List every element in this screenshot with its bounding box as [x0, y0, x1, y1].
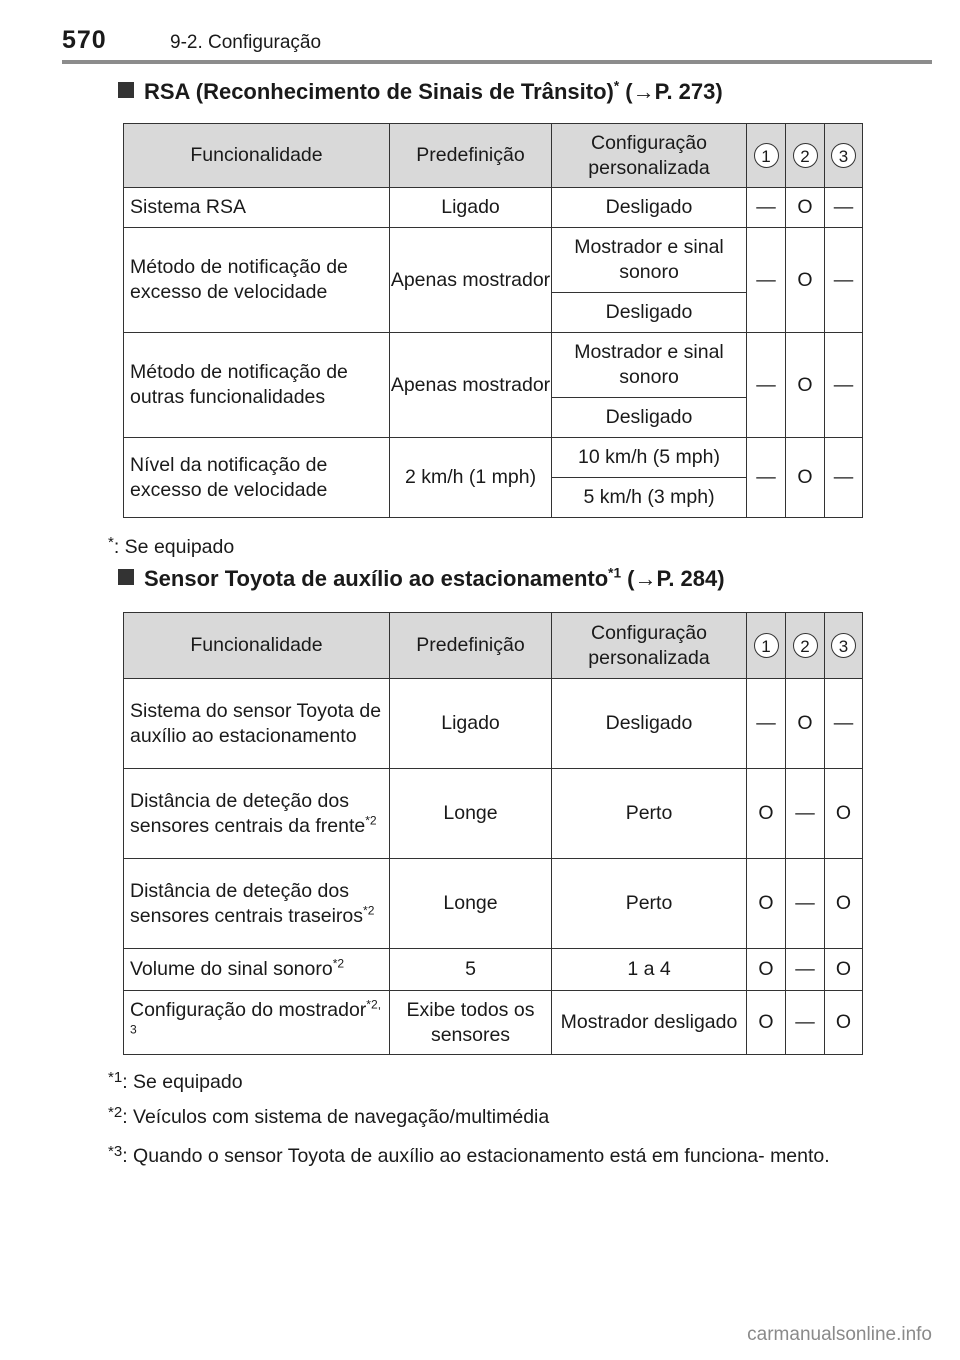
cell-default: Ligado [390, 679, 552, 769]
column-header-custom: Configuração personalizada [552, 124, 747, 188]
cell-functionality: Método de notificação de outras funcionalidades [124, 333, 390, 438]
cell-method-3: — [825, 679, 863, 769]
cell-method-2: O [786, 438, 825, 518]
page-reference-link[interactable]: (→P. 273) [625, 79, 723, 104]
cell-method-1: O [747, 859, 786, 949]
footnote-marker: *1 [608, 565, 622, 581]
circled-number-3-icon: 3 [831, 143, 856, 168]
cell-method-2: O [786, 679, 825, 769]
footnote-text: : Veículos com sistema de navegação/multimédia [122, 1106, 550, 1128]
cell-method-3: O [825, 949, 863, 991]
table-header-row [124, 124, 863, 188]
footnote-marker: *2 [108, 1104, 123, 1121]
column-header-method-3 [825, 124, 863, 188]
footnote-text: : Quando o sensor Toyota de auxílio ao estacionamento está em funciona- mento. [122, 1145, 830, 1167]
cell-method-3: — [825, 333, 863, 438]
footnote [108, 530, 234, 560]
cell-method-2: O [786, 188, 825, 228]
footnote-marker: * [108, 534, 114, 551]
watermark: carmanualsonline.info [747, 1324, 932, 1345]
table-row [124, 769, 863, 859]
cell-functionality [124, 859, 390, 949]
cell-method-3: O [825, 991, 863, 1055]
cell-functionality-text: Configuração do mostrador [130, 998, 367, 1021]
column-header-custom: Configuração personalizada [552, 613, 747, 679]
cell-default: Longe [390, 859, 552, 949]
table-row [124, 949, 863, 991]
cell-method-3: — [825, 188, 863, 228]
cell-custom: Perto [552, 769, 747, 859]
table-header-row [124, 613, 863, 679]
column-header-default: Predefinição [390, 613, 552, 679]
circled-number-2-icon: 2 [793, 633, 818, 658]
page-header [62, 20, 932, 66]
cell-functionality [124, 679, 390, 769]
cell-functionality-text: Volume do sinal sonoro [130, 958, 333, 980]
footnote-text: : Se equipado [122, 1071, 243, 1093]
column-header-method-2 [786, 613, 825, 679]
section-title-text: RSA (Reconhecimento de Sinais de Trânsito) [144, 79, 614, 104]
cell-custom: Desligado [552, 398, 747, 438]
circled-number-2-icon: 2 [793, 143, 818, 168]
cell-default: Ligado [390, 188, 552, 228]
cell-functionality: Método de notificação de excesso de velocidade [124, 228, 390, 333]
header-rule [62, 60, 932, 64]
column-header-functionality: Funcionalidade [124, 613, 390, 679]
cell-method-1: — [747, 679, 786, 769]
cell-method-1: — [747, 438, 786, 518]
square-bullet-icon [118, 569, 134, 585]
cell-default: Exibe todos os sensores [390, 991, 552, 1055]
cell-functionality-text: Sistema do sensor Toyota de auxílio ao estacionamento [130, 699, 382, 747]
cell-functionality: Sistema RSA [124, 188, 390, 228]
cell-method-1: O [747, 949, 786, 991]
footnote-marker: * [613, 78, 620, 94]
cell-method-1: — [747, 228, 786, 333]
cell-custom: Desligado [552, 679, 747, 769]
circled-number-3-icon: 3 [831, 633, 856, 658]
circled-number-1-icon: 1 [754, 633, 779, 658]
page-reference-link[interactable]: (→P. 284) [627, 566, 725, 591]
cell-method-1: — [747, 333, 786, 438]
rsa-settings-table [123, 123, 863, 518]
cell-default: 2 km/h (1 mph) [390, 438, 552, 518]
cell-method-1: — [747, 188, 786, 228]
table-row [124, 333, 863, 398]
cell-method-2: O [786, 228, 825, 333]
footnote [108, 1100, 549, 1130]
cell-custom: Desligado [552, 293, 747, 333]
table-row [124, 859, 863, 949]
table-row [124, 228, 863, 293]
footnote-marker: *2 [332, 956, 345, 971]
cell-method-3: — [825, 228, 863, 333]
footnote-marker: *2, 3 [130, 997, 382, 1037]
cell-functionality-text: Distância de deteção dos sensores centrais traseiros [130, 879, 364, 927]
cell-custom: Mostrador e sinal sonoro [552, 228, 747, 293]
footnote [108, 1139, 858, 1169]
cell-functionality-text: Distância de deteção dos sensores centrais da frente [130, 789, 366, 837]
table-row [124, 679, 863, 769]
table-row [124, 991, 863, 1055]
column-header-method-2 [786, 124, 825, 188]
column-header-method-1 [747, 613, 786, 679]
cell-functionality: Nível da notificação de excesso de velocidade [124, 438, 390, 518]
cell-method-2: — [786, 769, 825, 859]
cell-method-3: — [825, 438, 863, 518]
cell-custom: Mostrador desligado [552, 991, 747, 1055]
cell-method-2: — [786, 949, 825, 991]
cell-method-1: O [747, 991, 786, 1055]
footnote-marker: *3 [108, 1143, 123, 1160]
section-title-text: Sensor Toyota de auxílio ao estacionamento [144, 566, 609, 591]
footnote-marker: *2 [363, 903, 375, 918]
cell-method-3: O [825, 859, 863, 949]
cell-default: Apenas mostrador [390, 333, 552, 438]
section-title-rsa [118, 79, 723, 105]
cell-functionality [124, 991, 390, 1055]
chapter-title: 9-2. Configuração [170, 32, 322, 53]
page-number: 570 [62, 26, 107, 54]
column-header-functionality: Funcionalidade [124, 124, 390, 188]
column-header-method-1 [747, 124, 786, 188]
parking-sensor-settings-table [123, 612, 863, 1055]
cell-default: 5 [390, 949, 552, 991]
cell-method-2: O [786, 333, 825, 438]
cell-custom: 10 km/h (5 mph) [552, 438, 747, 478]
cell-custom: Desligado [552, 188, 747, 228]
cell-method-2: — [786, 991, 825, 1055]
column-header-method-3 [825, 613, 863, 679]
cell-custom: 1 a 4 [552, 949, 747, 991]
section-title-parking-sensor [118, 566, 725, 592]
footnote [108, 1065, 243, 1095]
cell-default: Apenas mostrador [390, 228, 552, 333]
cell-method-2: — [786, 859, 825, 949]
cell-method-1: O [747, 769, 786, 859]
table-row [124, 438, 863, 478]
cell-default: Longe [390, 769, 552, 859]
footnote-text: : Se equipado [113, 536, 235, 558]
cell-functionality [124, 949, 390, 991]
circled-number-1-icon: 1 [754, 143, 779, 168]
cell-custom: Mostrador e sinal sonoro [552, 333, 747, 398]
square-bullet-icon [118, 82, 134, 98]
column-header-default: Predefinição [390, 124, 552, 188]
cell-functionality [124, 769, 390, 859]
footnote-marker: *2 [365, 813, 377, 828]
cell-method-3: O [825, 769, 863, 859]
cell-custom: Perto [552, 859, 747, 949]
table-row [124, 188, 863, 228]
cell-custom: 5 km/h (3 mph) [552, 478, 747, 518]
footnote-marker: *1 [108, 1069, 123, 1086]
